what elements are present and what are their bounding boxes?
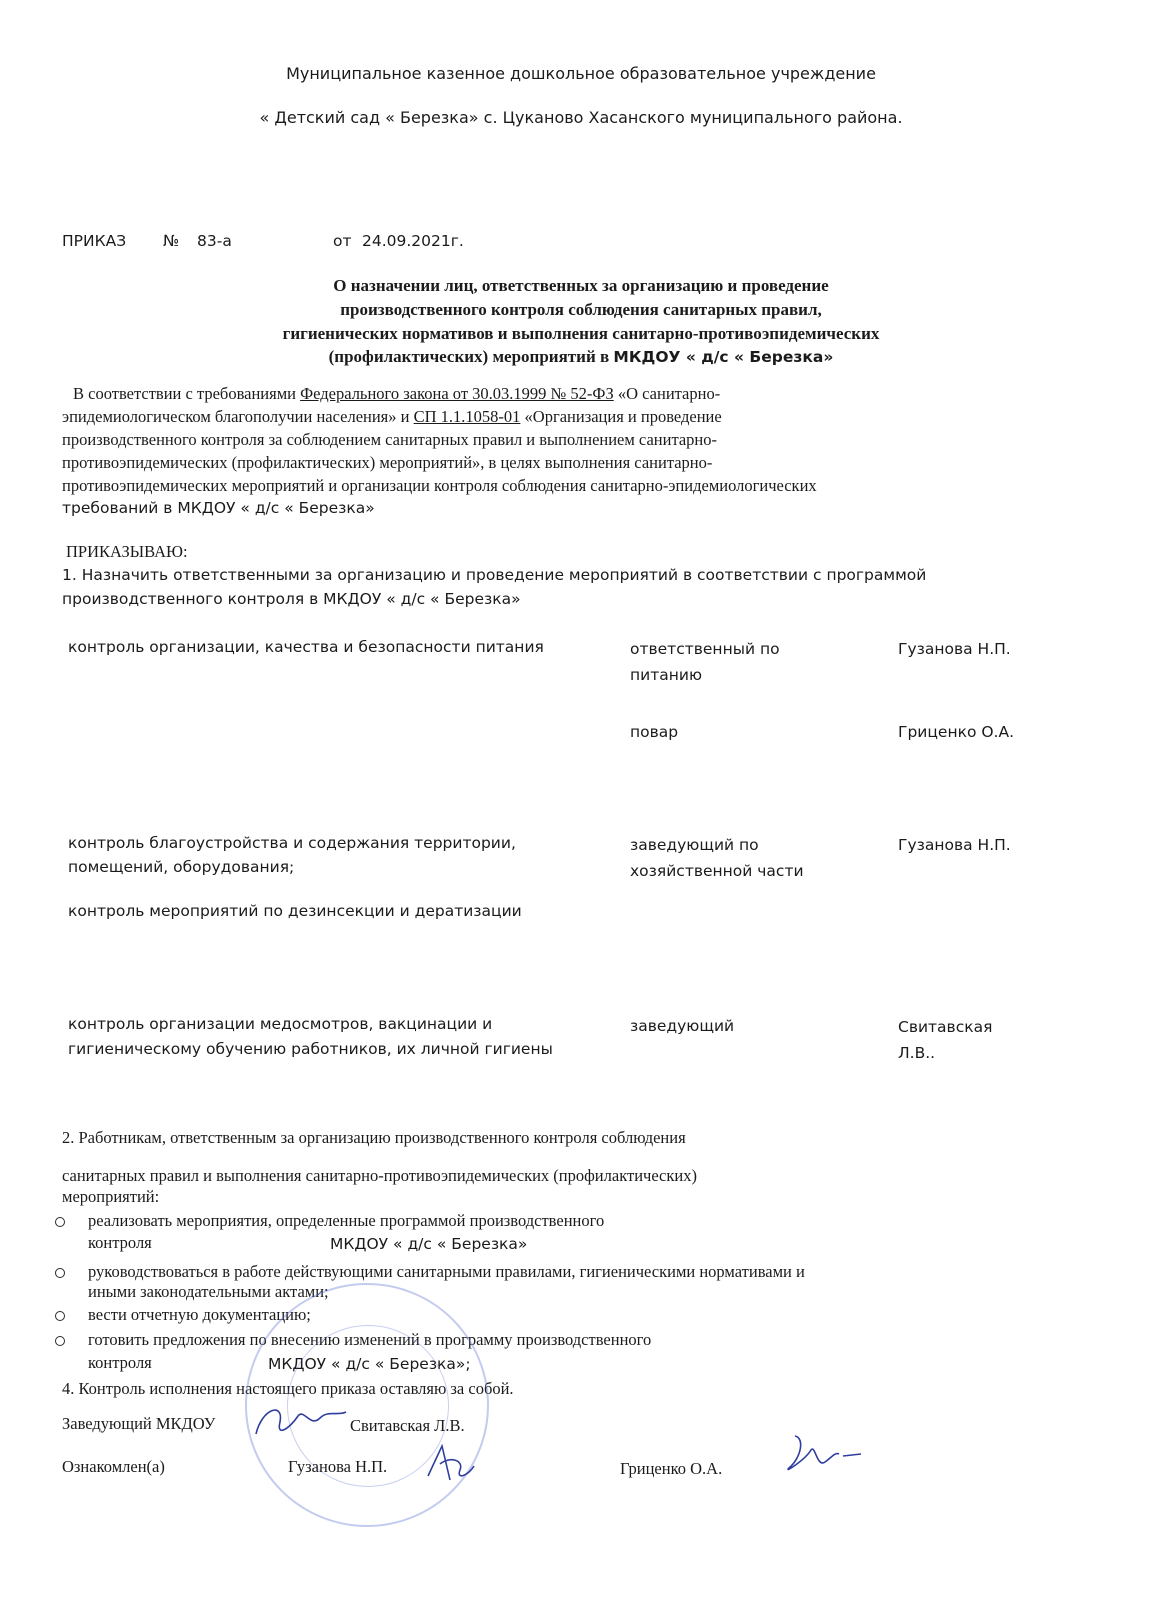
preamble-line1 (73, 384, 720, 404)
table-cell-name: Гузанова Н.П. (898, 640, 1011, 658)
table-cell-name: Гриценко О.А. (898, 723, 1015, 741)
table-cell-control: контроль мероприятий по дезинсекции и дератизации (68, 902, 522, 920)
bullet-icon (55, 1217, 65, 1227)
preamble-text: эпидемиологическом благополучии населения» и (62, 407, 414, 426)
table-cell-role: заведующий по (630, 836, 759, 854)
title-line4 (0, 347, 1162, 367)
title-line4-org: МКДОУ « д/с « Березка» (613, 348, 834, 366)
preamble-text: «О санитарно- (613, 384, 721, 403)
guzanova-signature-icon (420, 1436, 480, 1488)
ack-name-gritsenko: Гриценко О.А. (620, 1459, 723, 1478)
bullet-icon (55, 1336, 65, 1346)
table-cell-control: контроль благоустройства и содержания территории, (68, 834, 516, 852)
table-cell-role: питанию (630, 666, 702, 684)
head-name: Свитавская Л.В. (350, 1416, 465, 1435)
preamble-line5: противоэпидемических мероприятий и организации контроля соблюдения санитарно-эпидемиологических (62, 476, 817, 495)
item2-line1: 2. Работникам, ответственным за организацию производственного контроля соблюдения (62, 1128, 686, 1147)
sanitary-rules-link[interactable]: СП 1.1.1058-01 (413, 407, 521, 426)
order-number: 83-а (197, 232, 232, 250)
bullet1-line1: реализовать мероприятия, определенные программой производственного (88, 1211, 605, 1230)
order-date-prefix: от (333, 232, 352, 250)
preamble-text: «Организация и проведение (520, 407, 722, 426)
ack-label: Ознакомлен(а) (62, 1457, 165, 1476)
order-label: ПРИКАЗ (62, 232, 127, 250)
preamble-line4: противоэпидемических (профилактических) мероприятий», в целях выполнения санитарно- (62, 453, 713, 472)
table-cell-control: контроль организации, качества и безопасности питания (68, 638, 544, 656)
decree-heading: ПРИКАЗЫВАЮ: (66, 542, 188, 561)
preamble-line3: производственного контроля за соблюдением санитарных правил и выполнением санитарно- (62, 430, 718, 449)
bullet4-line2-b: МКДОУ « д/с « Березка»; (268, 1355, 471, 1373)
preamble-line6: требований в МКДОУ « д/с « Березка» (62, 499, 375, 517)
table-cell-control: помещений, оборудования; (68, 858, 295, 876)
item4: 4. Контроль исполнения настоящего приказа оставляю за собой. (62, 1379, 514, 1398)
table-cell-role: хозяйственной части (630, 862, 804, 880)
item2-line3: мероприятий: (62, 1187, 160, 1206)
title-line4-text: (профилактических) мероприятий в (328, 347, 614, 366)
bullet1-line2-a: контроля (88, 1233, 152, 1252)
bullet1-line2-b: МКДОУ « д/с « Березка» (330, 1235, 528, 1253)
head-signature-icon (250, 1398, 350, 1446)
table-cell-role: повар (630, 723, 679, 741)
table-cell-name: Л.В.. (898, 1044, 936, 1062)
table-cell-name: Гузанова Н.П. (898, 836, 1011, 854)
bullet4-line2-a: контроля (88, 1353, 152, 1372)
head-title: Заведующий МКДОУ (62, 1414, 216, 1433)
institution-name-line2: « Детский сад « Березка» с. Цуканово Хасанского муниципального района. (259, 108, 903, 127)
title-line2: производственного контроля соблюдения санитарных правил, (340, 300, 822, 319)
bullet-icon (55, 1268, 65, 1278)
table-cell-control: гигиеническому обучению работников, их личной гигиены (68, 1040, 553, 1058)
bullet2-line1: руководствоваться в работе действующими санитарными правилами, гигиеническими нормативами и (88, 1262, 805, 1281)
table-cell-role: заведующий (630, 1017, 735, 1035)
ack-name-guzanova: Гузанова Н.П. (288, 1457, 388, 1476)
preamble-text: В соответствии с требованиями (73, 384, 301, 403)
title-line1: О назначении лиц, ответственных за организацию и проведение (333, 276, 829, 295)
bullet-icon (55, 1311, 65, 1321)
bullet2-line2: иными законодательными актами; (88, 1282, 329, 1301)
order-date: 24.09.2021г. (362, 232, 464, 250)
gritsenko-signature-icon (775, 1428, 865, 1488)
table-cell-role: ответственный по (630, 640, 780, 658)
institution-name-line1: Муниципальное казенное дошкольное образовательное учреждение (286, 64, 876, 83)
table-cell-control: контроль организации медосмотров, вакцинации и (68, 1015, 493, 1033)
order-number-sign: № (163, 232, 180, 250)
table-cell-name: Свитавская (898, 1018, 993, 1036)
bullet4-line1: готовить предложения по внесению изменений в программу производственного (88, 1330, 652, 1349)
federal-law-link[interactable]: Федерального закона от 30.03.1999 № 52-ФЗ (300, 384, 614, 403)
item1-line1: 1. Назначить ответственными за организацию и проведение мероприятий в соответствии с программой (62, 566, 927, 584)
item2-line2: санитарных правил и выполнения санитарно-противоэпидемических (профилактических) (62, 1166, 697, 1185)
title-line3: гигиенических нормативов и выполнения санитарно-противоэпидемических (282, 324, 880, 343)
item1-line2: производственного контроля в МКДОУ « д/с « Березка» (62, 590, 521, 608)
bullet3: вести отчетную документацию; (88, 1305, 311, 1324)
preamble-line2 (62, 407, 722, 427)
